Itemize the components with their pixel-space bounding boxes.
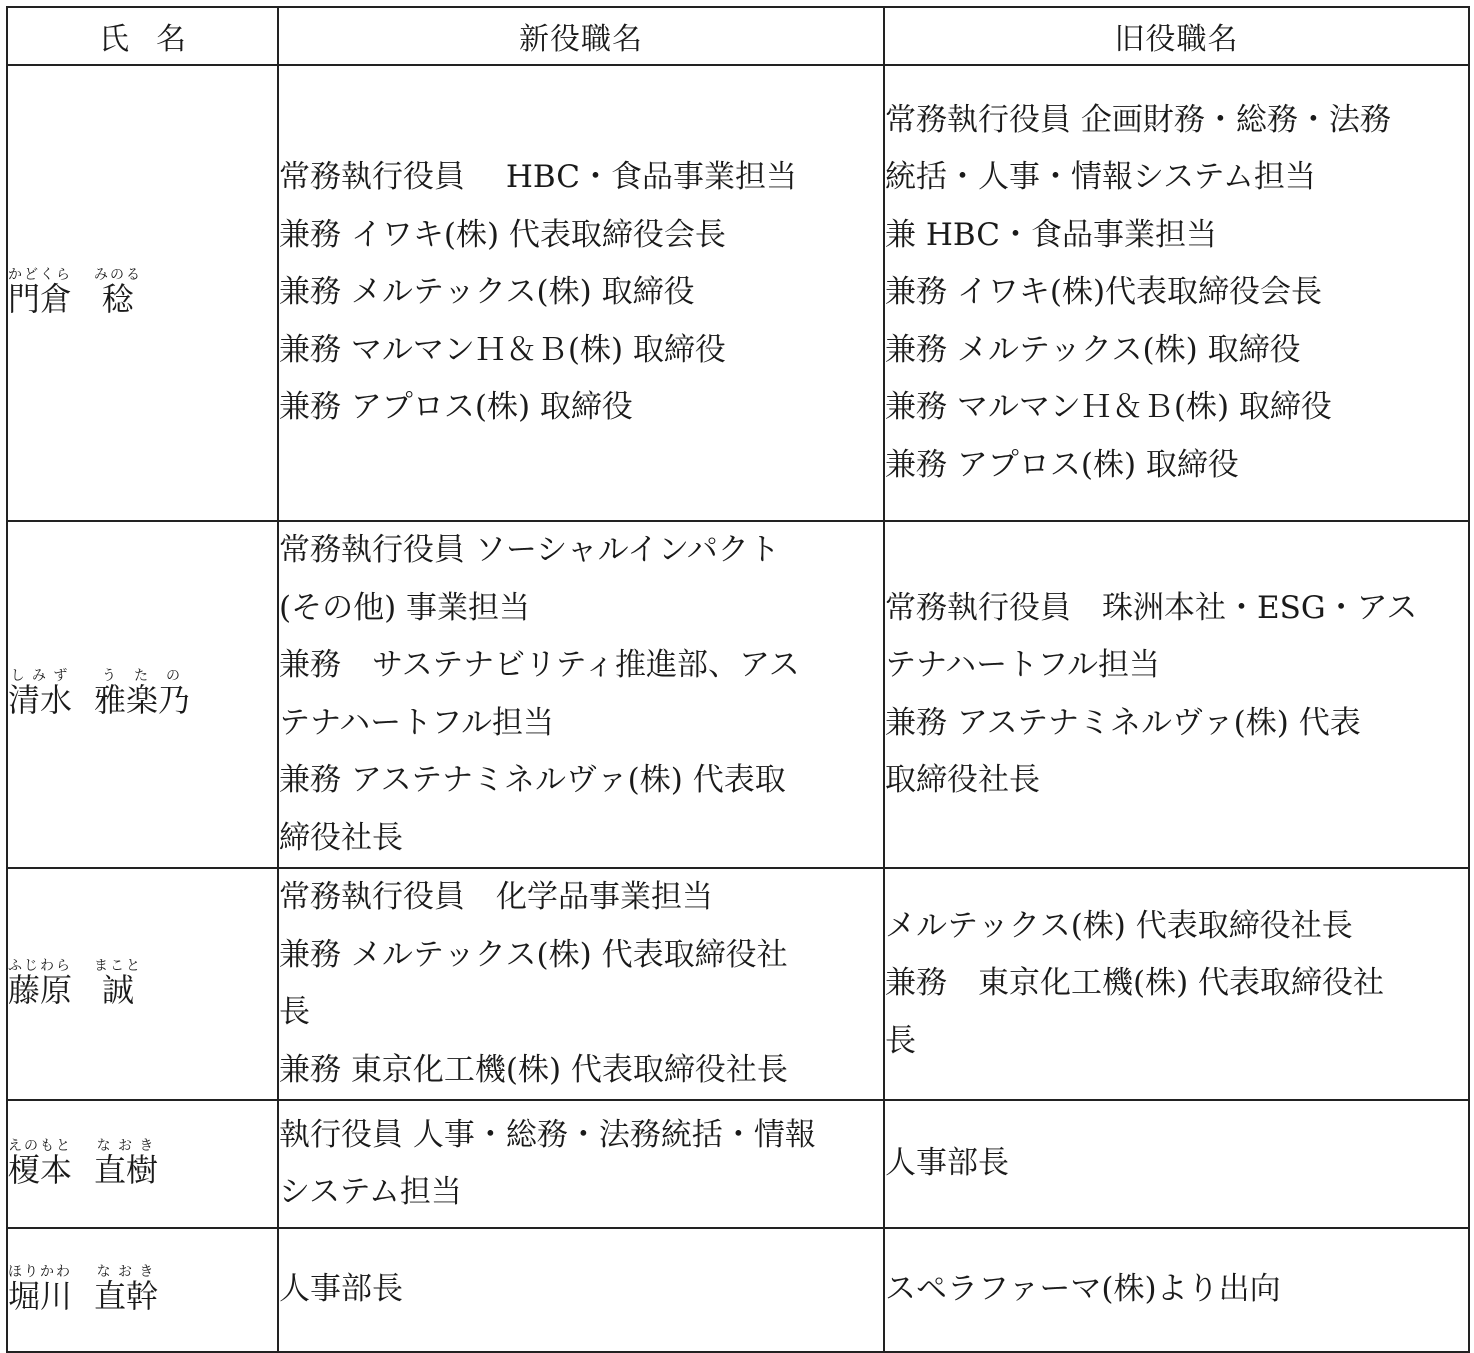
new-title-line: 兼務 アプロス(株) 取締役 bbox=[279, 389, 633, 426]
old-title-line: 人事部長 bbox=[885, 1145, 1009, 1182]
new-title-cell bbox=[278, 65, 884, 521]
old-title-line: 取締役社長 bbox=[885, 762, 1040, 798]
new-title-cell bbox=[278, 521, 884, 868]
old-title-line: スペラファーマ(株)より出向 bbox=[885, 1271, 1281, 1308]
given-name: 雅楽乃うたの bbox=[94, 668, 191, 719]
new-title-line: 常務執行役員 ソーシャルインパクト bbox=[279, 532, 780, 568]
family-name: 堀川ほりかわ bbox=[8, 1263, 73, 1315]
new-title-line: 執行役員 人事・総務・法務統括・情報 bbox=[279, 1116, 816, 1153]
person-name bbox=[8, 267, 142, 320]
family-name: 清水しみず bbox=[8, 668, 73, 719]
new-title-line: システム担当 bbox=[279, 1174, 462, 1210]
new-title-line: 兼務 メルテックス(株) 代表取締役社 bbox=[279, 936, 788, 973]
name-cell bbox=[7, 521, 278, 868]
person-name bbox=[8, 1138, 158, 1191]
person-name bbox=[8, 1264, 158, 1317]
header-name: 氏名 bbox=[7, 7, 278, 65]
header-row bbox=[7, 7, 1469, 65]
old-title-line: 兼務 マルマンＨ＆Ｂ(株) 取締役 bbox=[885, 389, 1332, 426]
table-row bbox=[7, 521, 1469, 868]
family-name-reading: かどくら bbox=[8, 266, 73, 283]
new-title-line: 兼務 アステナミネルヴァ(株) 代表取 bbox=[279, 762, 786, 798]
new-title-line: 常務執行役員 化学品事業担当 bbox=[279, 879, 713, 915]
family-name-reading: ほりかわ bbox=[8, 1263, 73, 1280]
old-title-line: 常務執行役員 珠洲本社・ESG・アス bbox=[885, 589, 1418, 626]
old-title-line: テナハートフル担当 bbox=[885, 647, 1160, 683]
family-name: 榎本えのもと bbox=[8, 1137, 73, 1189]
header-new-title: 新役職名 bbox=[278, 7, 884, 65]
old-title-line: メルテックス(株) 代表取締役社長 bbox=[885, 907, 1353, 944]
new-title-line: 兼務 サステナビリティ推進部、アス bbox=[279, 647, 800, 683]
new-title-line: 人事部長 bbox=[279, 1271, 403, 1308]
new-title-line: 兼務 メルテックス(株) 取締役 bbox=[279, 274, 695, 311]
name-cell bbox=[7, 65, 278, 521]
personnel-change-table bbox=[6, 6, 1470, 1353]
given-name: 稔みのる bbox=[94, 266, 143, 318]
old-title-line: 兼務 メルテックス(株) 取締役 bbox=[885, 331, 1301, 368]
old-title-line: 兼務 アステナミネルヴァ(株) 代表 bbox=[885, 704, 1361, 741]
old-title-line: 常務執行役員 企画財務・総務・法務 bbox=[885, 101, 1391, 138]
new-title-cell bbox=[278, 868, 884, 1100]
new-title-cell bbox=[278, 1228, 884, 1352]
person-name bbox=[8, 668, 190, 721]
table-row bbox=[7, 868, 1469, 1100]
new-title-line: 常務執行役員 HBC・食品事業担当 bbox=[279, 159, 797, 196]
old-title-line: 統括・人事・情報システム担当 bbox=[885, 159, 1316, 196]
name-cell bbox=[7, 868, 278, 1100]
given-name-reading: なおき bbox=[94, 1137, 159, 1154]
new-title-line: 締役社長 bbox=[279, 819, 403, 856]
family-name-reading: しみず bbox=[8, 668, 72, 684]
person-name bbox=[8, 958, 142, 1011]
new-title-line: 兼務 イワキ(株) 代表取締役会長 bbox=[279, 216, 726, 253]
new-title-cell bbox=[278, 1100, 884, 1228]
name-cell bbox=[7, 1228, 278, 1352]
header-old-title: 旧役職名 bbox=[884, 7, 1469, 65]
old-title-line: 兼 HBC・食品事業担当 bbox=[885, 216, 1217, 253]
old-title-line: 長 bbox=[885, 1022, 916, 1059]
family-name: 藤原ふじわら bbox=[8, 957, 73, 1009]
old-title-line: 兼務 東京化工機(株) 代表取締役社 bbox=[885, 965, 1385, 1002]
old-title-cell bbox=[884, 1100, 1469, 1228]
table-row bbox=[7, 1100, 1469, 1228]
family-name-reading: ふじわら bbox=[8, 957, 73, 974]
table-row bbox=[7, 65, 1469, 521]
new-title-line: 兼務 マルマンＨ＆Ｂ(株) 取締役 bbox=[279, 331, 726, 368]
family-name-reading: えのもと bbox=[8, 1137, 73, 1154]
old-title-cell bbox=[884, 521, 1469, 868]
family-name: 門倉かどくら bbox=[8, 266, 73, 318]
old-title-cell bbox=[884, 1228, 1469, 1352]
given-name-reading: みのる bbox=[94, 266, 143, 283]
new-title-line: テナハートフル担当 bbox=[279, 704, 554, 741]
old-title-cell bbox=[884, 65, 1469, 521]
given-name-reading: まこと bbox=[94, 957, 143, 974]
given-name: 誠まこと bbox=[94, 957, 143, 1009]
given-name: 直幹なおき bbox=[94, 1263, 159, 1315]
new-title-line: (その他) 事業担当 bbox=[279, 589, 531, 626]
old-title-cell bbox=[884, 868, 1469, 1100]
table-row bbox=[7, 1228, 1469, 1352]
given-name-reading: なおき bbox=[94, 1263, 159, 1280]
old-title-line: 兼務 イワキ(株)代表取締役会長 bbox=[885, 274, 1323, 311]
old-title-line: 兼務 アプロス(株) 取締役 bbox=[885, 446, 1239, 483]
new-title-line: 兼務 東京化工機(株) 代表取締役社長 bbox=[279, 1051, 788, 1088]
given-name: 直樹なおき bbox=[94, 1137, 159, 1189]
new-title-line: 長 bbox=[279, 994, 310, 1030]
name-cell bbox=[7, 1100, 278, 1228]
given-name-reading: うたの bbox=[94, 668, 191, 684]
